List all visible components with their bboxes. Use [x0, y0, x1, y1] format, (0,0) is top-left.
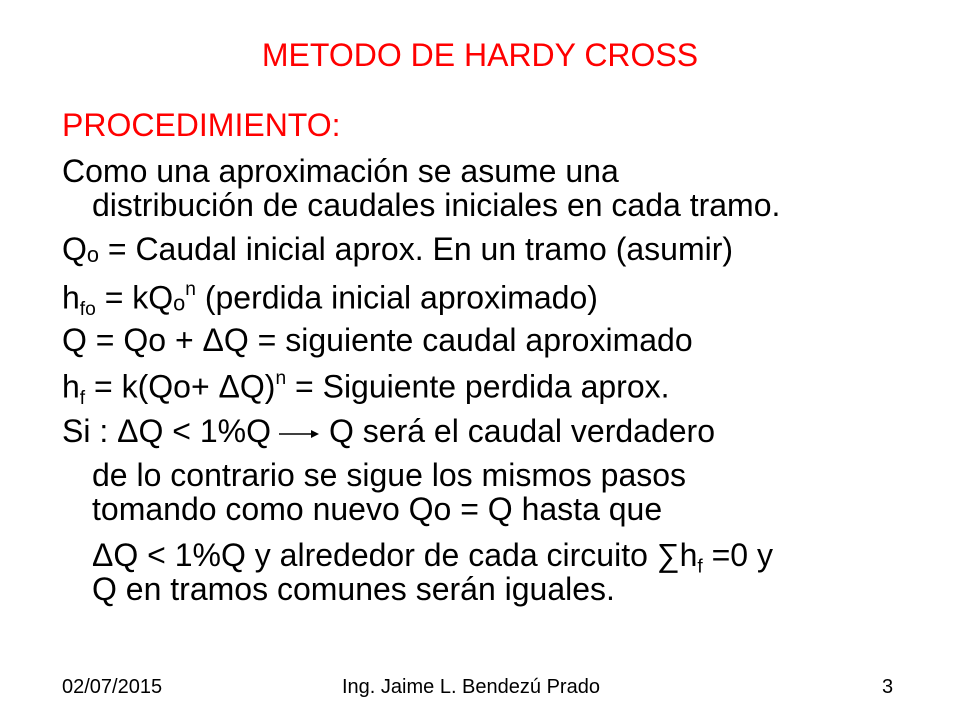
- formula-eq: = k(Qo+ ΔQ): [85, 368, 276, 405]
- footer-author: Ing. Jaime L. Bendezú Prado: [342, 676, 600, 698]
- text-line-condition: [62, 414, 715, 449]
- formula-subscript: f: [697, 556, 703, 578]
- circuit-condition: ΔQ < 1%Q y alrededor de cada circuito ∑h: [92, 537, 698, 573]
- text-line-initial-flow: Qₒ = Caudal inicial aprox. En un tramo (asumir): [62, 231, 734, 267]
- text-line-7a: de lo contrario se sigue los mismos pasos: [92, 457, 687, 493]
- formula-initial-loss: [62, 279, 598, 320]
- formula-rest: (perdida inicial aproximado): [195, 279, 598, 316]
- formula-next-loss: [62, 368, 670, 409]
- text-line-1b: distribución de caudales iniciales en cada tramo.: [92, 187, 781, 223]
- right-arrow-icon: [279, 424, 319, 444]
- circuit-condition-end: =0 y: [702, 537, 773, 573]
- condition-text: Si : ΔQ < 1%Q: [62, 413, 271, 449]
- formula-eq: = kQₒ: [95, 279, 186, 316]
- formula-subscript: fo: [79, 299, 96, 321]
- formula-rest: = Siguiente perdida aprox.: [286, 368, 670, 405]
- footer-date: 02/07/2015: [62, 676, 163, 698]
- text-line-7b: tomando como nuevo Qo = Q hasta que: [92, 491, 663, 527]
- formula-exponent: n: [185, 279, 196, 300]
- slide-title: METODO DE HARDY CROSS: [261, 37, 699, 73]
- procedure-heading: PROCEDIMIENTO:: [62, 107, 341, 143]
- text-line-next-flow: Q = Qo + ΔQ = siguiente caudal aproximado: [62, 322, 693, 358]
- text-line-1a: Como una aproximación se asume una: [62, 153, 619, 189]
- formula-h: h: [62, 279, 80, 316]
- formula-h: h: [62, 368, 80, 405]
- text-line-8b: Q en tramos comunes serán iguales.: [92, 571, 615, 607]
- formula-exponent: n: [275, 368, 287, 389]
- footer-page-number: 3: [882, 676, 894, 698]
- formula-subscript: f: [79, 388, 86, 410]
- condition-result: Q será el caudal verdadero: [329, 413, 715, 449]
